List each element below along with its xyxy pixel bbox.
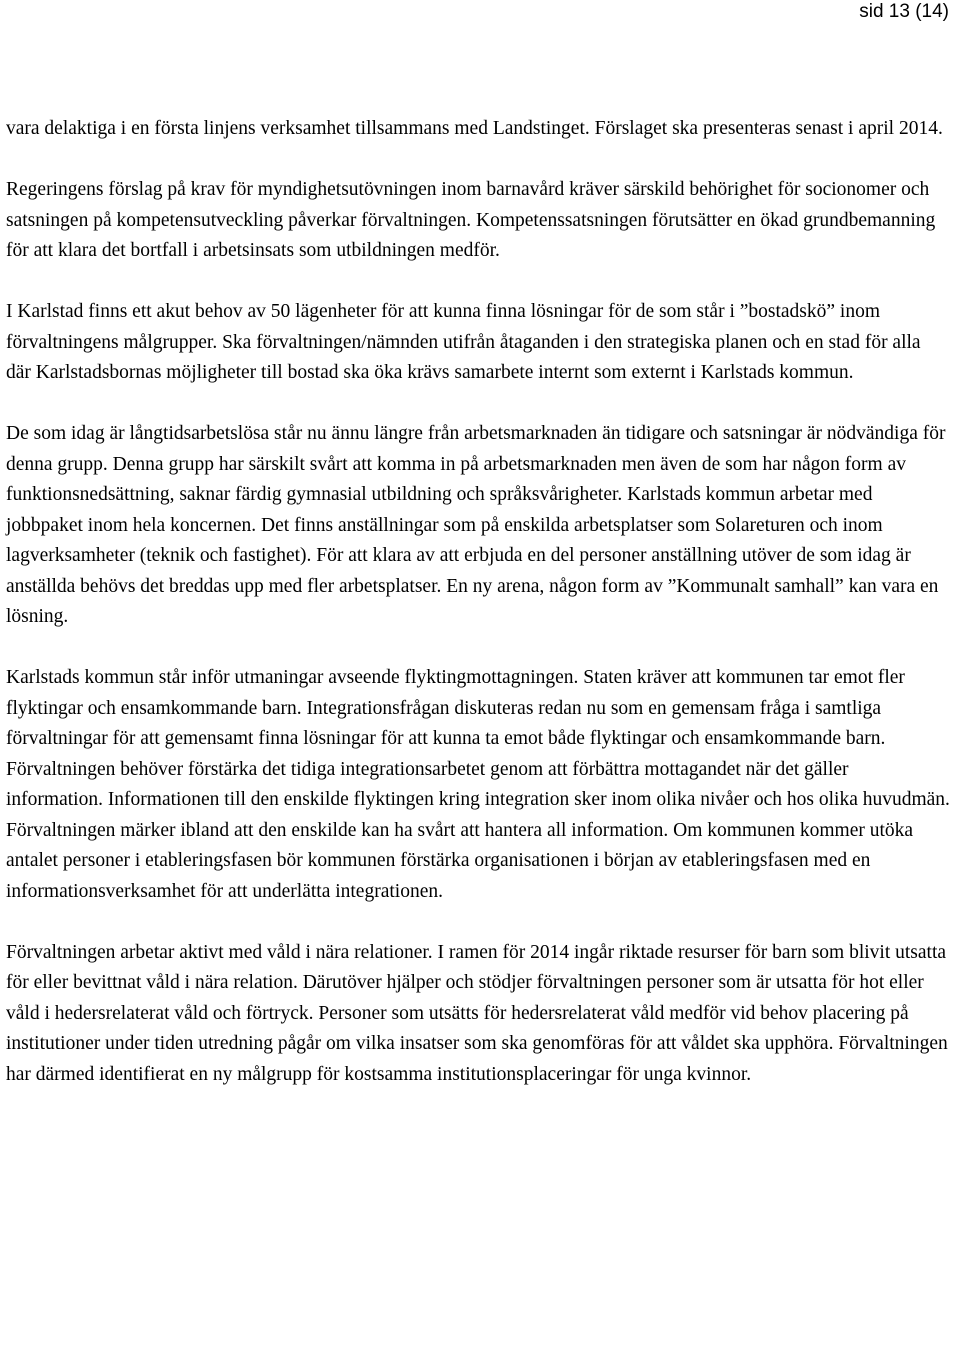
paragraph-arbetsmarknad: De som idag är långtidsarbetslösa står nu ännu längre från arbetsmarknaden än tidigare och satsningar är nödvändiga för denna grupp. Denna grupp har särskilt svårt att komma in på arbetsmarknaden men även de som har någon form av funktionsnedsättning, saknar färdig gymnasial utbildning och språksvårigheter. Karlstads kommun arbetar med jobbpaket inom hela koncernen. Det finns anställningar som på enskilda arbetsplatser som Solareturen och inom lagverksamheter (teknik och fastighet). För att klara av att erbjuda en del personer anställning utöver de som idag är anställda behövs det breddas upp med fler arbetsplatser. En ny arena, någon form av ”Kommunalt samhall” kan vara en lösning. xyxy=(6,423,946,627)
document-body xyxy=(6,114,950,1090)
page-number: sid 13 (14) xyxy=(859,1,949,22)
paragraph-flyktingmottagning: Karlstads kommun står inför utmaningar avseende flyktingmottagningen. Staten kräver att kommunen tar emot fler flyktingar och ensamkommande barn. Integrationsfrågan diskuteras redan nu som en gemensam fråga i samtliga förvaltningar för att gemensamt finna lösningar för att kunna ta emot både flyktingar och ensamkommande barn. Förvaltningen behöver förstärka det tidiga integrationsarbetet genom att förbättra mottagandet när det gäller information. Informationen till den enskilde flyktingen kring integration sker inom olika nivåer och hos olika huvudmän. Förvaltningen märker ibland att den enskilde kan ha svårt att hantera all information. Om kommunen kommer utöka antalet personer i etableringsfasen bör kommunen förstärka organisationen i början av etableringsfasen med en informationsverksamhet för att underlätta integrationen. xyxy=(6,667,950,902)
paragraph-bostader: I Karlstad finns ett akut behov av 50 lägenheter för att kunna finna lösningar för de som står i ”bostadskö” inom förvaltningens målgrupper. Ska förvaltningen/nämnden utifrån åtaganden i den strategiska planen och en stad för alla där Karlstadsbornas möjligheter till bostad ska öka krävs samarbete internt som externt i Karlstads kommun. xyxy=(6,301,921,383)
paragraph-landstinget: vara delaktiga i en första linjens verksamhet tillsammans med Landstinget. Förslaget ska presenteras senast i april 2014. xyxy=(6,118,943,139)
paragraph-myndighetsutovning: Regeringens förslag på krav för myndighetsutövningen inom barnavård kräver särskild behörighet för socionomer och satsningen på kompetensutveckling påverkar förvaltningen. Kompetenssatsningen förutsätter en ökad grundbemanning för att klara det bortfall i arbetsinsats som utbildningen medför. xyxy=(6,179,936,261)
paragraph-vald-nara-relationer: Förvaltningen arbetar aktivt med våld i nära relationer. I ramen för 2014 ingår riktade resurser för barn som blivit utsatta för eller bevittnat våld i nära relation. Därutöver hjälper och stödjer förvaltningen personer som är utsatta för hot eller våld i hedersrelaterat våld och förtryck. Personer som utsätts för hedersrelaterat våld medför vid behov placering på institutioner under tiden utredning pågår om vilka insatser som ska genomföras för att våldet ska upphöra. Förvaltningen har därmed identifierat en ny målgrupp för kostsamma institutionsplaceringar för unga kvinnor. xyxy=(6,941,948,1085)
